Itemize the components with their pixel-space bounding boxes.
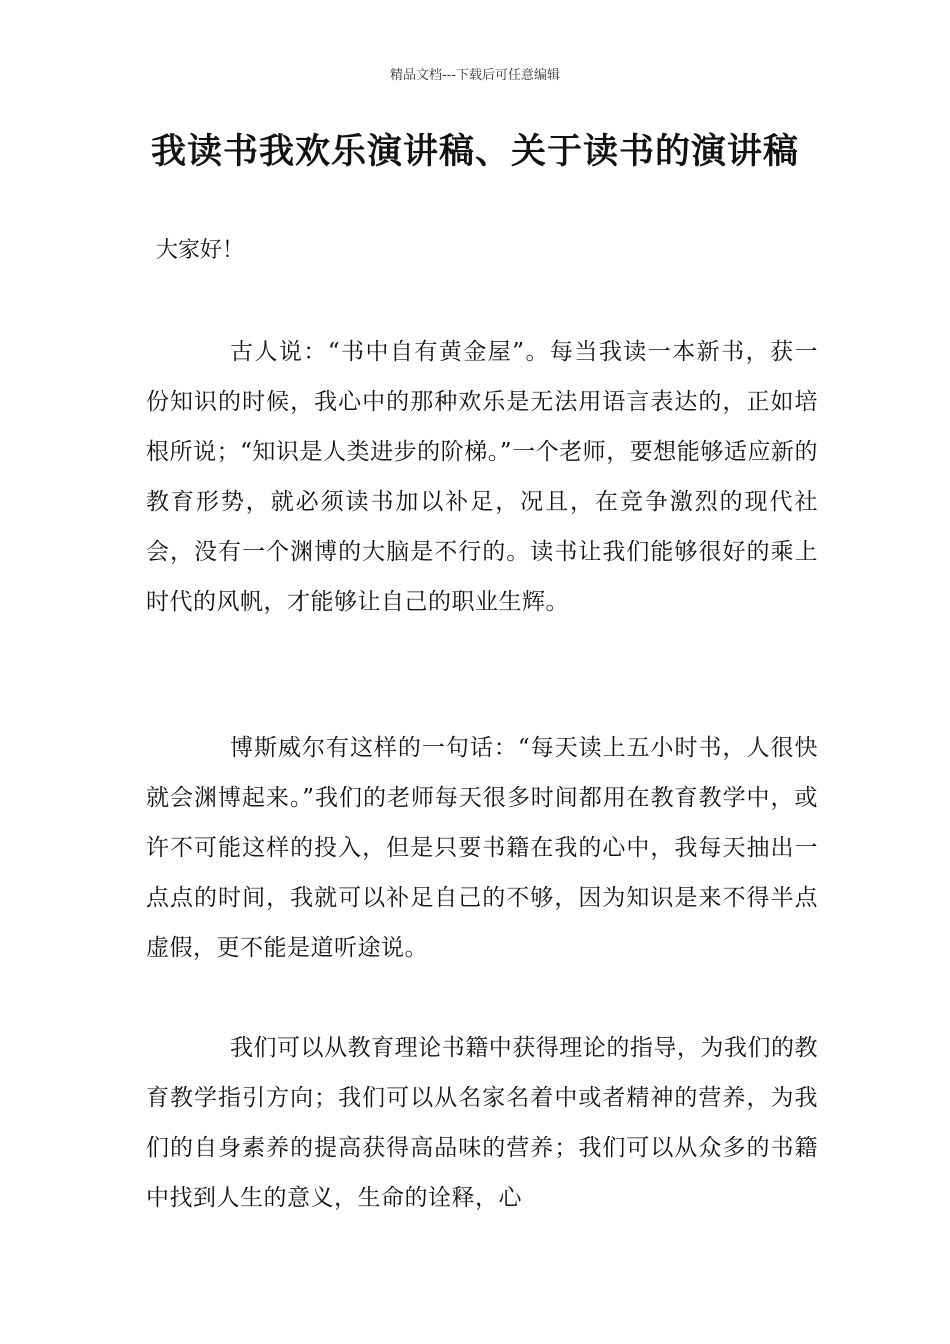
paragraph-2: 博斯威尔有这样的一句话：“每天读上五小时书，人很快就会渊博起来。”我们的老师每天很多时间都用在教育教学中，或许不可能这样的投入，但是只要书籍在我的心中，我每天抽出一点点的时间，我就可以补足自己的不够，因为知识是来不得半点虚假，更不能是道听途说。: [146, 735, 818, 961]
greeting: 大家好！: [156, 238, 245, 263]
paragraph-1: 古人说：“书中自有黄金屋”。每当我读一本新书，获一份知识的时候，我心中的那种欢乐是无法用语言表达的，正如培根所说；“知识是人类进步的阶梯。”一个老师，要想能够适应新的教育形势，就必须读书加以补足，况且，在竞争激烈的现代社会，没有一个渊博的大脑是不行的。读书让我们能够很好的乘上时代的风帆，才能够让自己的职业生辉。: [146, 339, 818, 615]
page-header-note: 精品文档---下载后可任意编辑: [389, 68, 561, 83]
document-title: 我读书我欢乐演讲稿、关于读书的演讲稿: [150, 132, 799, 172]
paragraph-3: 我们可以从教育理论书籍中获得理论的指导，为我们的教育教学指引方向；我们可以从名家名着中或者精神的营养，为我们的自身素养的提高获得高品味的营养；我们可以从众多的书籍中找到人生的意义，生命的诠释，心: [146, 1035, 818, 1211]
